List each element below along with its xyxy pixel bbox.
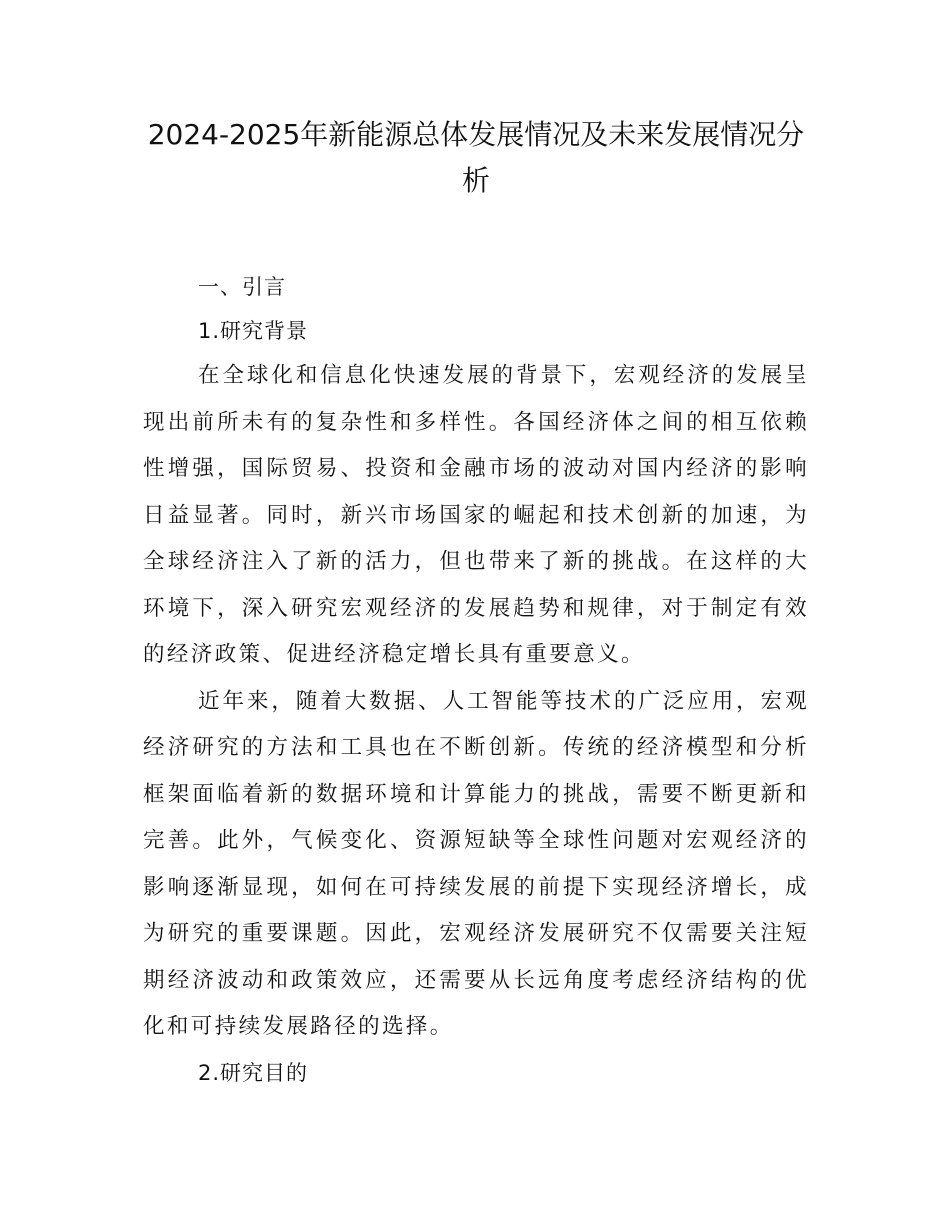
- document-title: 2024-2025年新能源总体发展情况及未来发展情况分析: [147, 118, 805, 197]
- paragraph-research-background-2: 近年来，随着大数据、人工智能等技术的广泛应用，宏观经济研究的方法和工具也在不断创新。传统的经济模型和分析框架面临着新的数据环境和计算能力的挑战，需要不断更新和完善。此外，气候变化、资源短缺等全球性问题对宏观经济的影响逐渐显现，如何在可持续发展的前提下实现经济增长，成为研究的重要课题。因此，宏观经济发展研究不仅需要关注短期经济波动和政策效应，还需要从长远角度考虑经济结构的优化和可持续发展路径的选择。: [143, 688, 809, 1039]
- subheading-research-background: 1.研究背景: [198, 319, 309, 343]
- subheading-research-purpose: 2.研究目的: [198, 1060, 309, 1085]
- document-body: [143, 265, 809, 1095]
- paragraph-research-background-1: 在全球化和信息化快速发展的背景下，宏观经济的发展呈现出前所未有的复杂性和多样性。各国经济体之间的相互依赖性增强，国际贸易、投资和金融市场的波动对国内经济的影响日益显著。同时，新兴市场国家的崛起和技术创新的加速，为全球经济注入了新的活力，但也带来了新的挑战。在这样的大环境下，深入研究宏观经济的发展趋势和规律，对于制定有效的经济政策、促进经济稳定增长具有重要意义。: [143, 363, 809, 667]
- section-heading-introduction: 一、引言: [198, 275, 286, 299]
